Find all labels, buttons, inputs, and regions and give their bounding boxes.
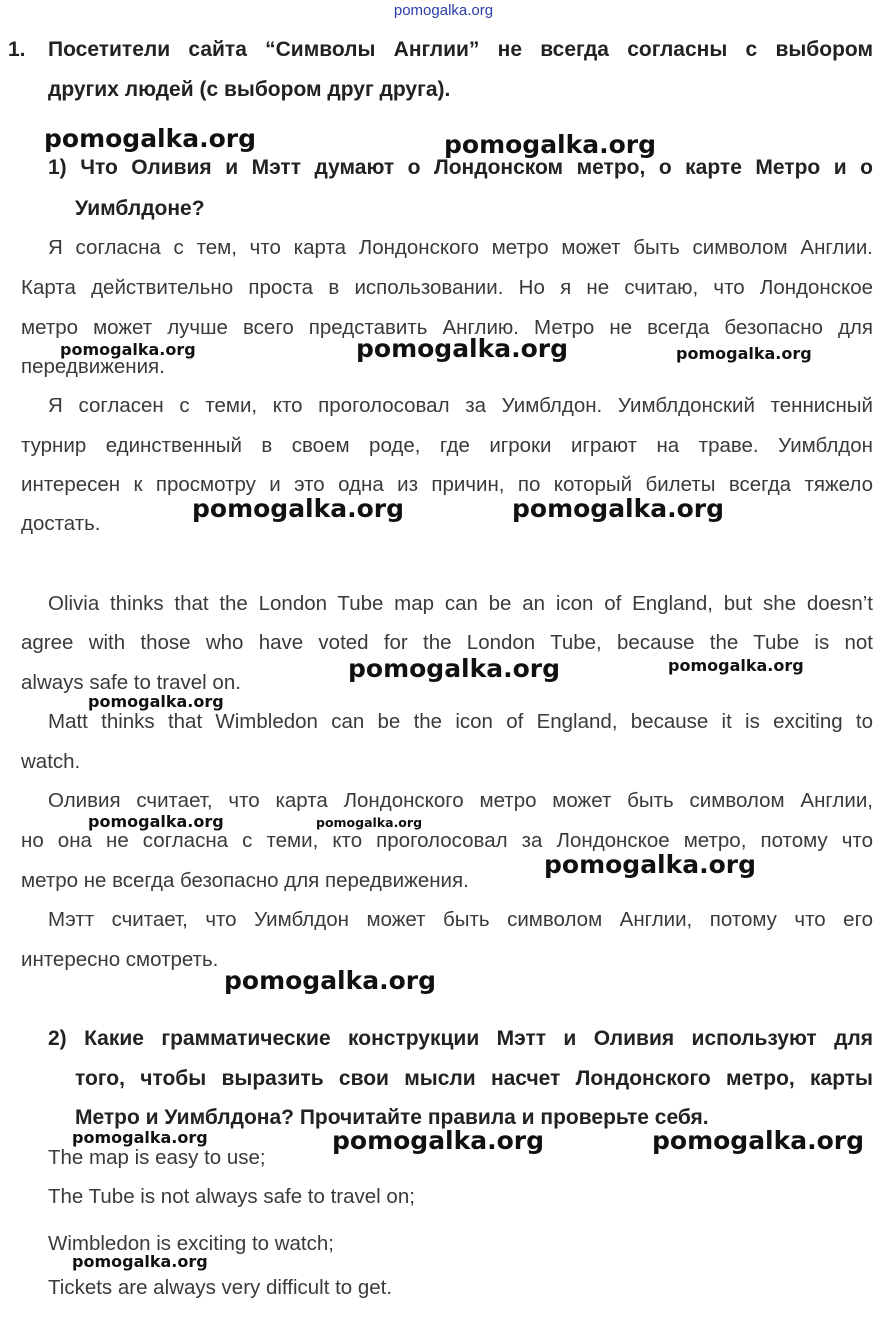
watermark: pomogalka.org [668,656,804,675]
watermark: pomogalka.org [72,1252,208,1271]
watermark: pomogalka.org [356,334,569,363]
watermark: pomogalka.org [652,1126,865,1155]
site-watermark-header: pomogalka.org [393,2,494,19]
matt-ru-summary-line-1: Мэтт считает, что Уимблдон может быть символом Англии, потому что его [48,908,873,931]
watermark: pomogalka.org [348,654,561,683]
olivia-ru-line-3: метро может лучше всего представить Англию. Метро не всегда безопасно для [21,316,873,339]
task-number: 1. [8,38,26,61]
example-2: The Tube is not always safe to travel on; [48,1185,415,1208]
olivia-ru-line-4: передвижения. [21,355,165,378]
watermark: pomogalka.org [544,850,757,879]
watermark: pomogalka.org [224,966,437,995]
watermark: pomogalka.org [316,815,423,830]
matt-ru-line-2: турнир единственный в своем роде, где игроки играют на траве. Уимблдон [21,434,873,457]
olivia-en-line-1: Olivia thinks that the London Tube map can be an icon of England, but she doesn’t [48,592,873,615]
task-title-line-1: Посетители сайта “Символы Англии” не всегда согласны с выбором [48,38,873,61]
matt-en-line-2: watch. [21,750,81,773]
olivia-ru-summary-line-1: Оливия считает, что карта Лондонского метро может быть символом Англии, [48,789,873,812]
watermark: pomogalka.org [192,494,405,523]
watermark: pomogalka.org [88,692,224,711]
matt-ru-line-1: Я согласен с теми, кто проголосовал за Уимблдон. Уимблдонский теннисный [48,394,873,417]
question-2-line-1: 2) Какие грамматические конструкции Мэтт и Оливия используют для [48,1027,873,1050]
matt-ru-summary-line-2: интересно смотреть. [21,948,219,971]
watermark: pomogalka.org [88,812,224,831]
question-1-line-1: 1) Что Оливия и Мэтт думают о Лондонском метро, о карте Метро и о [48,156,873,179]
task-title-line-2: других людей (с выбором друг друга). [48,78,451,101]
matt-ru-line-3: интересен к просмотру и это одна из причин, по который билеты всегда тяжело [21,473,873,496]
watermark: pomogalka.org [444,130,657,159]
olivia-ru-summary-line-3: метро не всегда безопасно для передвижения. [21,869,469,892]
olivia-ru-summary-line-2: но она не согласна с теми, кто проголосовал за Лондонское метро, потому что [21,829,873,852]
question-2-line-3: Метро и Уимблдона? Прочитайте правила и проверьте себя. [75,1106,709,1129]
olivia-en-line-3: always safe to travel on. [21,671,241,694]
watermark: pomogalka.org [332,1126,545,1155]
example-3: Wimbledon is exciting to watch; [48,1232,334,1255]
olivia-en-line-2: agree with those who have voted for the London Tube, because the Tube is not [21,631,873,654]
watermark: pomogalka.org [60,340,196,359]
watermark: pomogalka.org [72,1128,208,1147]
olivia-ru-line-2: Карта действительно проста в использовании. Но я не считаю, что Лондонское [21,276,873,299]
matt-en-line-1: Matt thinks that Wimbledon can be the icon of England, because it is exciting to [48,710,873,733]
example-1: The map is easy to use; [48,1146,266,1169]
question-1-line-2: Уимблдоне? [75,197,205,220]
watermark: pomogalka.org [676,344,812,363]
example-4: Tickets are always very difficult to get. [48,1276,393,1299]
watermark: pomogalka.org [44,124,257,153]
watermark: pomogalka.org [512,494,725,523]
olivia-ru-line-1: Я согласна с тем, что карта Лондонского метро может быть символом Англии. [48,236,873,259]
question-2-line-2: того, чтобы выразить свои мысли насчет Лондонского метро, карты [75,1067,873,1090]
matt-ru-line-4: достать. [21,512,101,535]
